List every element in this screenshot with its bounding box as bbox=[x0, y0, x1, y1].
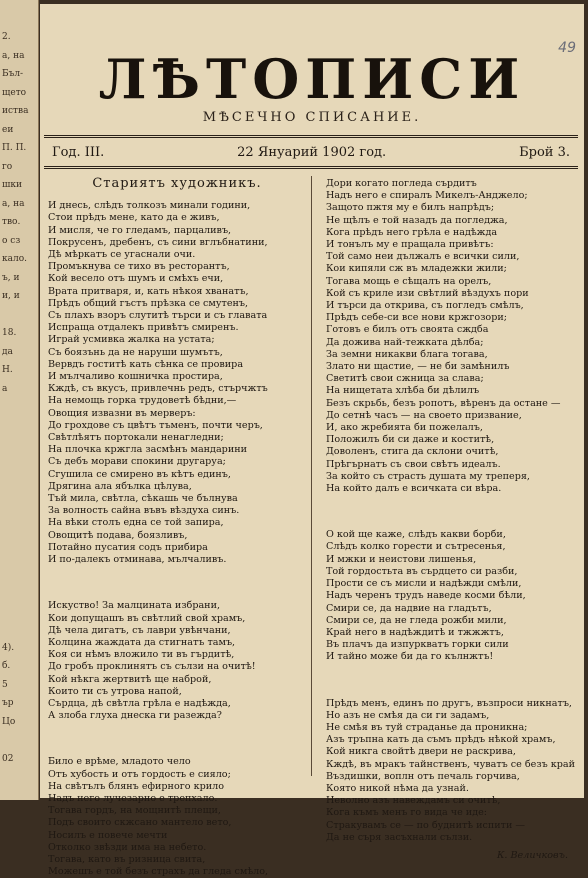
poem-line: Кога прѣдъ него грѣла е надѣжда bbox=[326, 226, 498, 238]
poem-line: Кждѣ, въ мракъ тайнственъ, чуватъ се безъ край bbox=[326, 758, 576, 770]
spine-text-fragment: 4). bbox=[2, 642, 15, 653]
poem-line: И мисля, че го гледамъ, парцаливъ, bbox=[48, 224, 232, 236]
poem-line: Прѣдъ менъ, единъ по другъ, възпроси никнатъ, bbox=[326, 697, 572, 709]
pencil-page-number: 49 bbox=[558, 40, 576, 56]
poem-line: На плочка кржгла засмѣнъ мандарини bbox=[48, 444, 248, 456]
stanza bbox=[326, 698, 576, 844]
spine-text-fragment: ъ, и bbox=[2, 272, 20, 283]
poem-line: Дори когато погледа сърдитъ bbox=[326, 178, 477, 189]
poem-line: Отъ хубость и отъ гордость е сияло; bbox=[48, 768, 231, 780]
spine-text-fragment: иства bbox=[2, 106, 29, 116]
poem-line: Потайно пусатия содъ прибира bbox=[48, 541, 208, 553]
poem-line: До грохдове съ цвѣтъ тъменъ, почти черъ, bbox=[48, 419, 263, 431]
spine-text-fragment: и, и bbox=[2, 291, 20, 301]
poem-author: К. Величковъ. bbox=[496, 849, 568, 861]
spine-text-fragment: кало. bbox=[2, 254, 27, 264]
poem-line: Прости се съ мисли и надѣжди смѣли, bbox=[326, 578, 522, 590]
poem-line: Когa къмъ менъ го вида че иде: bbox=[326, 807, 488, 819]
poem-line: Кой нѣкга жертвитѣ ще наброй, bbox=[48, 673, 212, 685]
poem-line: И мжки и неистови лишенья, bbox=[326, 553, 477, 565]
spine-text-fragment: 2. bbox=[2, 32, 11, 42]
poem-line: Дѣ мѣркатъ се угаснали очи. bbox=[48, 249, 196, 261]
poem-line: На свѣтълъ блянъ ефирного крило bbox=[48, 780, 224, 792]
poem-line: И търси да открива, съ погледъ смѣлъ, bbox=[326, 300, 524, 312]
stanza bbox=[326, 529, 576, 663]
spine-text-fragment: 5 bbox=[2, 679, 8, 690]
poem-title: Стариятъ художникъ. bbox=[92, 176, 262, 191]
poem-line: Които ти съ утрова напой, bbox=[48, 685, 182, 697]
poem-line: Подъ своито скжсано мантело вето, bbox=[48, 817, 232, 829]
poem-line: Тогава гордъ, на мощнитѣ плещи, bbox=[48, 805, 221, 817]
poem-line: Злато ни щастие, — не би замѣнилъ bbox=[326, 361, 510, 373]
stanza bbox=[48, 600, 306, 722]
poem-line: Тъй мила, свѣтла, сѣкашь че бълнува bbox=[48, 493, 238, 505]
poem-line: Азъ тръпна кать да съмъ прѣдъ нѣкой храмъ, bbox=[326, 734, 556, 746]
poem-line: Покрусенъ, дребенъ, съ сини вглъбнатини, bbox=[48, 236, 268, 248]
poem-line: Защото пжтя му е билъ напрѣдъ; bbox=[326, 202, 495, 214]
spine-text-fragment: шки bbox=[2, 180, 22, 190]
poem-line: Но азъ не смѣя да си ги задамъ, bbox=[326, 709, 490, 721]
poem-line: На немощь горка трудоветѣ бѣдни,— bbox=[48, 395, 237, 407]
poem-line: Отколко звѣзди има на небето. bbox=[48, 841, 207, 853]
poem-line: Коя си нѣмъ вложило ти въ гърдитѣ, bbox=[48, 649, 235, 661]
poem-line: За който съ страсть душата му треперя, bbox=[326, 470, 530, 482]
poem-line: Кои допущашъ въ свѣтлий свой храмъ, bbox=[48, 612, 246, 624]
poem-line: И по-далекъ отминава, мълчаливъ. bbox=[48, 554, 227, 566]
poem-line: Съ боязънь да не наруши шумътъ, bbox=[48, 346, 223, 358]
poem-line: Свѣтлѣятъ портокали ненагледни; bbox=[48, 432, 224, 444]
spine-text-fragment: а bbox=[2, 383, 8, 394]
issue-bar bbox=[44, 135, 578, 169]
poem-line: Колцина жаждата да стигнатъ тамъ, bbox=[48, 636, 236, 648]
journal-subtitle: МѢСЕЧНО СПИСАНИЕ. bbox=[202, 110, 422, 125]
poem-line: Кждѣ, съ вкусъ, привлечнь редъ, стърчжтъ bbox=[48, 383, 268, 395]
poem-line: Играй усмивка жалка на устата; bbox=[48, 334, 215, 346]
spine-text-fragment: Цо bbox=[2, 716, 16, 727]
poem-line: Надъ него лучезарно е трепхало. bbox=[48, 792, 218, 804]
journal-page bbox=[40, 4, 584, 878]
poem-line: Не смѣя въ туй страданье да проникна; bbox=[326, 721, 528, 733]
poem-line: Той само неи дължалъ е всички сили, bbox=[326, 251, 520, 263]
poem-line: Слѣдъ колко горести и сътресенья, bbox=[326, 541, 506, 553]
poem-line: И тайно може би да го кълнжтъ! bbox=[326, 651, 494, 663]
issue-year: Год. III. bbox=[52, 144, 105, 160]
poem-line: И мълчаливо кошничка простира, bbox=[48, 371, 223, 383]
poem-line: Кой никга свойтѣ двери не раскрива, bbox=[326, 746, 516, 758]
poem-line: Прѣгърнатъ съ свои свѣтъ идеалъ. bbox=[326, 458, 501, 470]
poem-line: Сгушила се смирено въ кѣтъ единъ, bbox=[48, 468, 231, 480]
spine-text-fragment: а, на bbox=[2, 198, 25, 209]
poem-line: Прѣдъ общий гъстъ прѣзка се смутенъ, bbox=[48, 297, 249, 309]
poem-line: Неволно азъ навеждамъ си очитѣ, bbox=[326, 795, 501, 807]
issue-number: Брой 3. bbox=[519, 144, 570, 160]
spine-text-fragment: П. П. bbox=[2, 143, 27, 153]
poem-line: Съ плахъ взоръ слутитѣ търси и съ главата bbox=[48, 310, 268, 322]
poem-line: Въ плачъ да изпуркватъ горки сили bbox=[326, 639, 509, 651]
poem-line: Тогава, като въ ризница свита, bbox=[48, 853, 206, 865]
stanza bbox=[326, 178, 576, 495]
poem-line: Да дожива най-тежката дѣлба; bbox=[326, 336, 484, 348]
poem-line: А злоба глуха днеска ги разежда? bbox=[48, 710, 222, 722]
poem-line: Съ дебъ морави спокини другаруа; bbox=[48, 456, 226, 468]
poem-line: Овощитѣ подава, боязливъ, bbox=[48, 529, 188, 541]
poem-line: За земни никакви блага тогава, bbox=[326, 348, 488, 360]
poem-line: Врата притваря, и, кать нѣкоя хванатъ, bbox=[48, 285, 249, 297]
poem-line: Кой съ криле изи свѣтлий вѣздухъ пори bbox=[326, 287, 529, 299]
poem-line: Дѣ чела дигатъ, съ лаври увѣнчани, bbox=[48, 624, 231, 636]
poem-line: Искуство! За малцината избрани, bbox=[48, 600, 221, 612]
poem-line: Край него в надѣждитѣ и тжжжтъ, bbox=[326, 626, 504, 638]
poem-line: Надъ него е спиралъ Микелъ-Анджело; bbox=[326, 190, 528, 202]
right-column bbox=[326, 178, 576, 862]
poem-line: Носилъ е повече мечти bbox=[48, 829, 168, 841]
poem-line: Смири се, да не гледа рожби мили, bbox=[326, 614, 507, 626]
poem-line: Доволенъ, стига да склони очитѣ, bbox=[326, 446, 499, 458]
poem-line: Прѣдъ себе-си все нови кржгозори; bbox=[326, 312, 507, 324]
poem-line: На вѣки столъ една се той запира, bbox=[48, 517, 224, 529]
spine-text-fragment: Бъл- bbox=[2, 69, 24, 79]
journal-title: ЛѢТОПИСИ bbox=[98, 47, 526, 111]
spine-text-fragment: ър bbox=[2, 698, 14, 708]
spine-text-fragment: Н. bbox=[2, 365, 13, 375]
poem-line: За волность сайна въвъ вѣздуха синъ. bbox=[48, 505, 240, 517]
spine-text-fragment: еи bbox=[2, 124, 14, 135]
poem-line: Не щѣлъ е той назадъ да погледжа, bbox=[326, 214, 508, 226]
spine-text-fragment: да bbox=[2, 346, 13, 357]
poem-line: Той гордостьта въ сърдцето си разби, bbox=[326, 565, 518, 577]
spine-text-fragment: го bbox=[2, 161, 13, 172]
poem-line: Било е врѣме, младото чело bbox=[48, 756, 191, 768]
stanza bbox=[48, 756, 306, 878]
poem-line: И днесь, слѣдъ толкозъ минали години, bbox=[48, 200, 251, 212]
stanza bbox=[48, 200, 306, 566]
poem-line: Готовъ е билъ отъ своята сждба bbox=[326, 324, 489, 336]
poem-line: До гробъ проклинятъ съ сълзи на очитѣ! bbox=[48, 661, 256, 673]
poem-line: Да не съря засъхнали сълзи. bbox=[326, 831, 473, 843]
left-column bbox=[48, 178, 306, 878]
spine-text-fragment: 18. bbox=[2, 328, 17, 338]
poem-line: Можешъ е той безъ страхъ да гледа смѣло, bbox=[48, 866, 269, 878]
poem-line: Въздишки, воплн отъ печаль горчива, bbox=[326, 770, 520, 782]
poem-line: Стракувамъ се — по буднитѣ испити — bbox=[326, 819, 526, 831]
poem-line: Положилъ би си даже и коститѣ, bbox=[326, 434, 495, 446]
poem-line: Овощия извазни въ мерверъ: bbox=[48, 407, 196, 419]
poem-line: Вервдъ гоститѣ кать сѣнка се провира bbox=[48, 358, 244, 370]
poem-line: Безъ скрьбь, безъ ропотъ, вѣренъ да остане — bbox=[326, 397, 561, 409]
poem-line: О кой ще каже, слѣдъ какви борби, bbox=[326, 529, 506, 541]
spine-text-fragment: а, на bbox=[2, 50, 25, 61]
poem-line: Промъкнува се тихо въ ресторантъ, bbox=[48, 261, 230, 273]
poem-line: Стои прѣдъ мене, като да е живъ, bbox=[48, 212, 220, 224]
poem-line: Тогава мощь е сѣщалъ на орелъ, bbox=[326, 275, 492, 287]
poem-line: Кои кипяли сж въ младежки жили; bbox=[326, 263, 507, 275]
poem-line: До сетнѣ часъ — на своето призвание, bbox=[326, 409, 522, 421]
spine-text-fragment: 02 bbox=[2, 753, 14, 764]
poem-line: Надъ черенъ трудъ наведе косми бѣли, bbox=[326, 590, 526, 602]
poem-line: Кой весело отъ шумъ и смѣхъ ечи, bbox=[48, 273, 224, 285]
adjacent-page-spine bbox=[0, 0, 39, 800]
spine-text-fragment: б. bbox=[2, 661, 11, 671]
poem-line: На нищетата хлѣба би дѣлилъ bbox=[326, 385, 480, 397]
poem-line: Която никой нѣма да узнай. bbox=[326, 782, 469, 794]
poem-line: Светитѣ свои сжница за слава; bbox=[326, 373, 484, 385]
poem-line: Сърдца, дѣ свѣтла грѣла е надѣжда, bbox=[48, 697, 231, 709]
spine-text-fragment: о сз bbox=[2, 235, 21, 246]
poem-line: На който далъ е всичката си вѣра. bbox=[326, 483, 502, 495]
column-divider bbox=[311, 176, 312, 776]
poem-line: Испраща отдалекъ привѣтъ смиренъ. bbox=[48, 322, 239, 334]
poem-line: И тонълъ му е пращала привѣтъ: bbox=[326, 239, 494, 251]
poem-line: Дрягина ала ябълка цѣлува, bbox=[48, 480, 192, 492]
poem-line: И, ако жребията би пожелалъ, bbox=[326, 422, 483, 434]
issue-date: 22 Януарий 1902 год. bbox=[237, 144, 387, 160]
spine-text-fragment: тво. bbox=[2, 217, 21, 227]
poem-line: Смири се, да надвие на гладътъ, bbox=[326, 602, 492, 614]
spine-text-fragment: щето bbox=[2, 87, 27, 98]
